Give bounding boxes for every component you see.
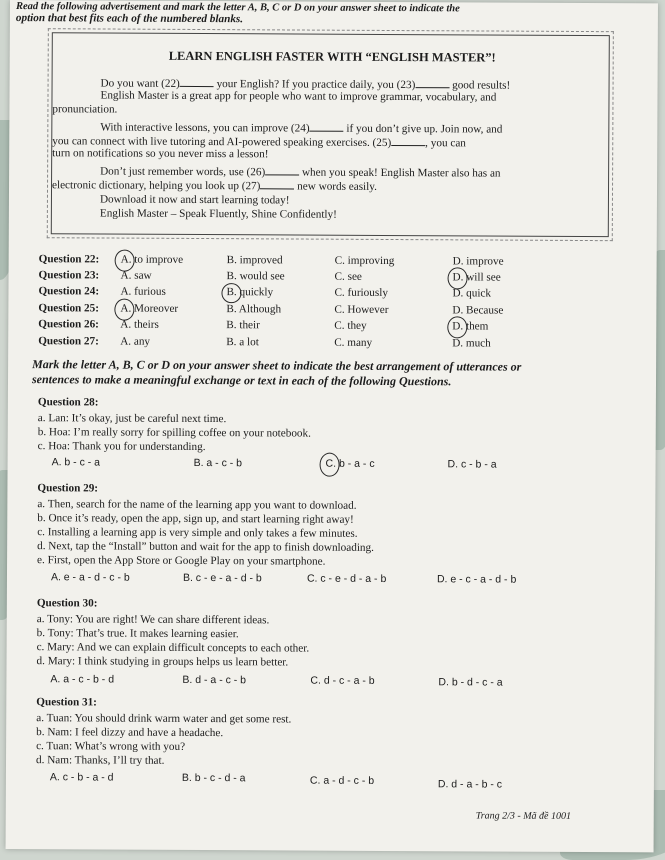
ad-text: Do you want (22) your English? If you practice daily, you (23) good results! [100, 77, 511, 92]
option-d[interactable]: D. will see [452, 271, 501, 284]
option-d[interactable]: D. quick [452, 287, 492, 300]
option-d[interactable]: D. c - b - a [447, 458, 497, 471]
option-d[interactable]: D. b - d - c - a [438, 676, 503, 689]
question-30-line: d. Mary: I think studying in groups helps us learn better. [36, 655, 289, 669]
option-b[interactable]: B. quickly [226, 286, 274, 299]
option-b[interactable]: B. b - c - d - a [181, 771, 246, 785]
option-c[interactable]: C. b - a - c [325, 457, 375, 470]
exam-page [6, 0, 658, 852]
blank-23 [415, 77, 449, 88]
question-29-line: e. First, open the App Store or Google Play on your smartphone. [37, 554, 326, 568]
ad-text: electronic dictionary, helping you look up (27) new words easily. [51, 179, 377, 193]
option-a[interactable]: A. Moreover [120, 302, 179, 315]
ad-text: Download it now and start learning today! [99, 193, 290, 207]
question-31-line: a. Tuan: You should drink warm water and get some rest. [36, 712, 292, 726]
ad-text: turn on notifications so you never miss a lesson! [52, 147, 269, 161]
option-a[interactable]: A. c - b - a - d [49, 771, 114, 784]
option-a[interactable]: A. theirs [120, 318, 159, 331]
section2-instruction-1: Mark the letter A, B, C or D on your answer sheet to indicate the best arrangement of utterances or [32, 357, 522, 374]
ad-title: LEARN ENGLISH FASTER WITH “ENGLISH MASTER”! [168, 48, 496, 65]
ad-text: pronunciation. [52, 103, 118, 116]
option-a[interactable]: A. e - a - d - c - b [50, 571, 130, 584]
ad-text: With interactive lessons, you can improve (24) if you don’t give up. Join now, and [100, 121, 503, 136]
question-label: Question 26: [38, 318, 99, 331]
question-31-line: b. Nam: I feel dizzy and have a headache. [36, 726, 224, 740]
option-b[interactable]: B. a - c - b [193, 456, 243, 470]
question-30-line: a. Tony: You are right! We can share different ideas. [36, 613, 270, 627]
ad-text: English Master is a great app for people who want to improve grammar, vocabulary, and [100, 89, 497, 104]
question-label: Question 25: [38, 302, 100, 315]
option-b[interactable]: B. Although [226, 303, 282, 316]
question-29-line: b. Once it’s ready, open the app, sign up, and start learning right away! [37, 512, 354, 526]
option-c[interactable]: C. d - c - a - b [310, 674, 375, 687]
option-a[interactable]: A. to improve [120, 253, 184, 266]
question-28-label: Question 28: [37, 396, 99, 409]
question-28-line: a. Lan: It’s okay, just be careful next time. [37, 412, 227, 426]
option-d[interactable]: D. e - c - a - d - b [436, 573, 517, 586]
option-d[interactable]: D. Because [452, 304, 504, 317]
option-c[interactable]: C. see [334, 270, 362, 283]
option-c[interactable]: C. a - d - c - b [309, 774, 375, 787]
question-label: Question 27: [38, 335, 99, 348]
question-28-line: b. Hoa: I’m really sorry for spilling coffee on your notebook. [37, 426, 311, 440]
question-31-line: c. Tuan: What’s wrong with you? [36, 740, 186, 753]
ad-text: you can connect with live tutoring and AI-powered speaking exercises. (25) , you can [52, 135, 466, 150]
option-d[interactable]: D. d - a - b - c [437, 778, 503, 791]
question-31-line: d. Nam: Thanks, I’ll try that. [35, 754, 165, 767]
advertisement-box [51, 32, 610, 237]
option-c[interactable]: C. furiously [334, 286, 388, 299]
blank-22 [180, 76, 214, 87]
instruction-line-1: Read the following advertisement and mark the letter A, B, C or D on your answer sheet to indicate the [15, 1, 460, 15]
option-c[interactable]: C. they [334, 319, 367, 332]
question-30-line: c. Mary: And we can explain difficult concepts to each other. [36, 641, 310, 655]
option-b[interactable]: B. their [226, 319, 260, 332]
question-30-line: b. Tony: That’s true. It makes learning easier. [36, 627, 239, 641]
question-29-line: d. Next, tap the “Install” button and wait for the app to finish downloading. [37, 540, 374, 554]
option-b[interactable]: B. improved [226, 254, 283, 267]
option-b[interactable]: B. would see [226, 270, 285, 283]
blank-24 [310, 121, 344, 132]
option-b[interactable]: B. d - a - c - b [182, 673, 247, 687]
blank-26 [265, 164, 299, 175]
option-c[interactable]: C. improving [334, 254, 395, 268]
blank-25 [391, 135, 425, 146]
option-b[interactable]: B. c - e - a - d - b [182, 571, 262, 585]
option-c[interactable]: C. c - e - d - a - b [306, 572, 387, 585]
blank-27 [260, 178, 294, 189]
question-30-label: Question 30: [36, 597, 98, 610]
question-28-line: c. Hoa: Thank you for understanding. [37, 440, 206, 454]
option-c[interactable]: C. However [334, 303, 389, 316]
option-a[interactable]: A. b - c - a [51, 456, 101, 469]
question-29-line: c. Installing a learning app is very simple and only takes a few minutes. [37, 526, 358, 540]
question-29-label: Question 29: [37, 482, 99, 495]
option-d[interactable]: D. much [452, 337, 491, 350]
option-a[interactable]: A. saw [120, 269, 152, 282]
instruction-line-2: option that best fits each of the numbered blanks. [15, 12, 244, 26]
question-31-label: Question 31: [36, 696, 97, 709]
section2-instruction-2: sentences to make a meaningful exchange or text in each of the following Questions. [31, 372, 452, 389]
option-a[interactable]: A. a - c - b - d [50, 673, 115, 686]
option-d[interactable]: D. them [452, 320, 489, 333]
ad-text: English Master – Speak Fluently, Shine Confidently! [99, 207, 337, 221]
page-footer: Trang 2/3 - Mã đề 1001 [475, 810, 572, 822]
option-b[interactable]: B. a lot [226, 336, 259, 349]
option-a[interactable]: A. furious [120, 285, 166, 298]
question-29-line: a. Then, search for the name of the learning app you want to download. [37, 498, 357, 512]
ad-text: Don’t just remember words, use (26) when you speak! English Master also has an [100, 165, 501, 180]
question-label: Question 23: [38, 269, 100, 282]
option-a[interactable]: A. any [120, 335, 151, 348]
option-c[interactable]: C. many [334, 336, 373, 349]
question-label: Question 24: [38, 285, 100, 298]
option-d[interactable]: D. improve [452, 255, 504, 268]
question-label: Question 22: [38, 253, 100, 266]
